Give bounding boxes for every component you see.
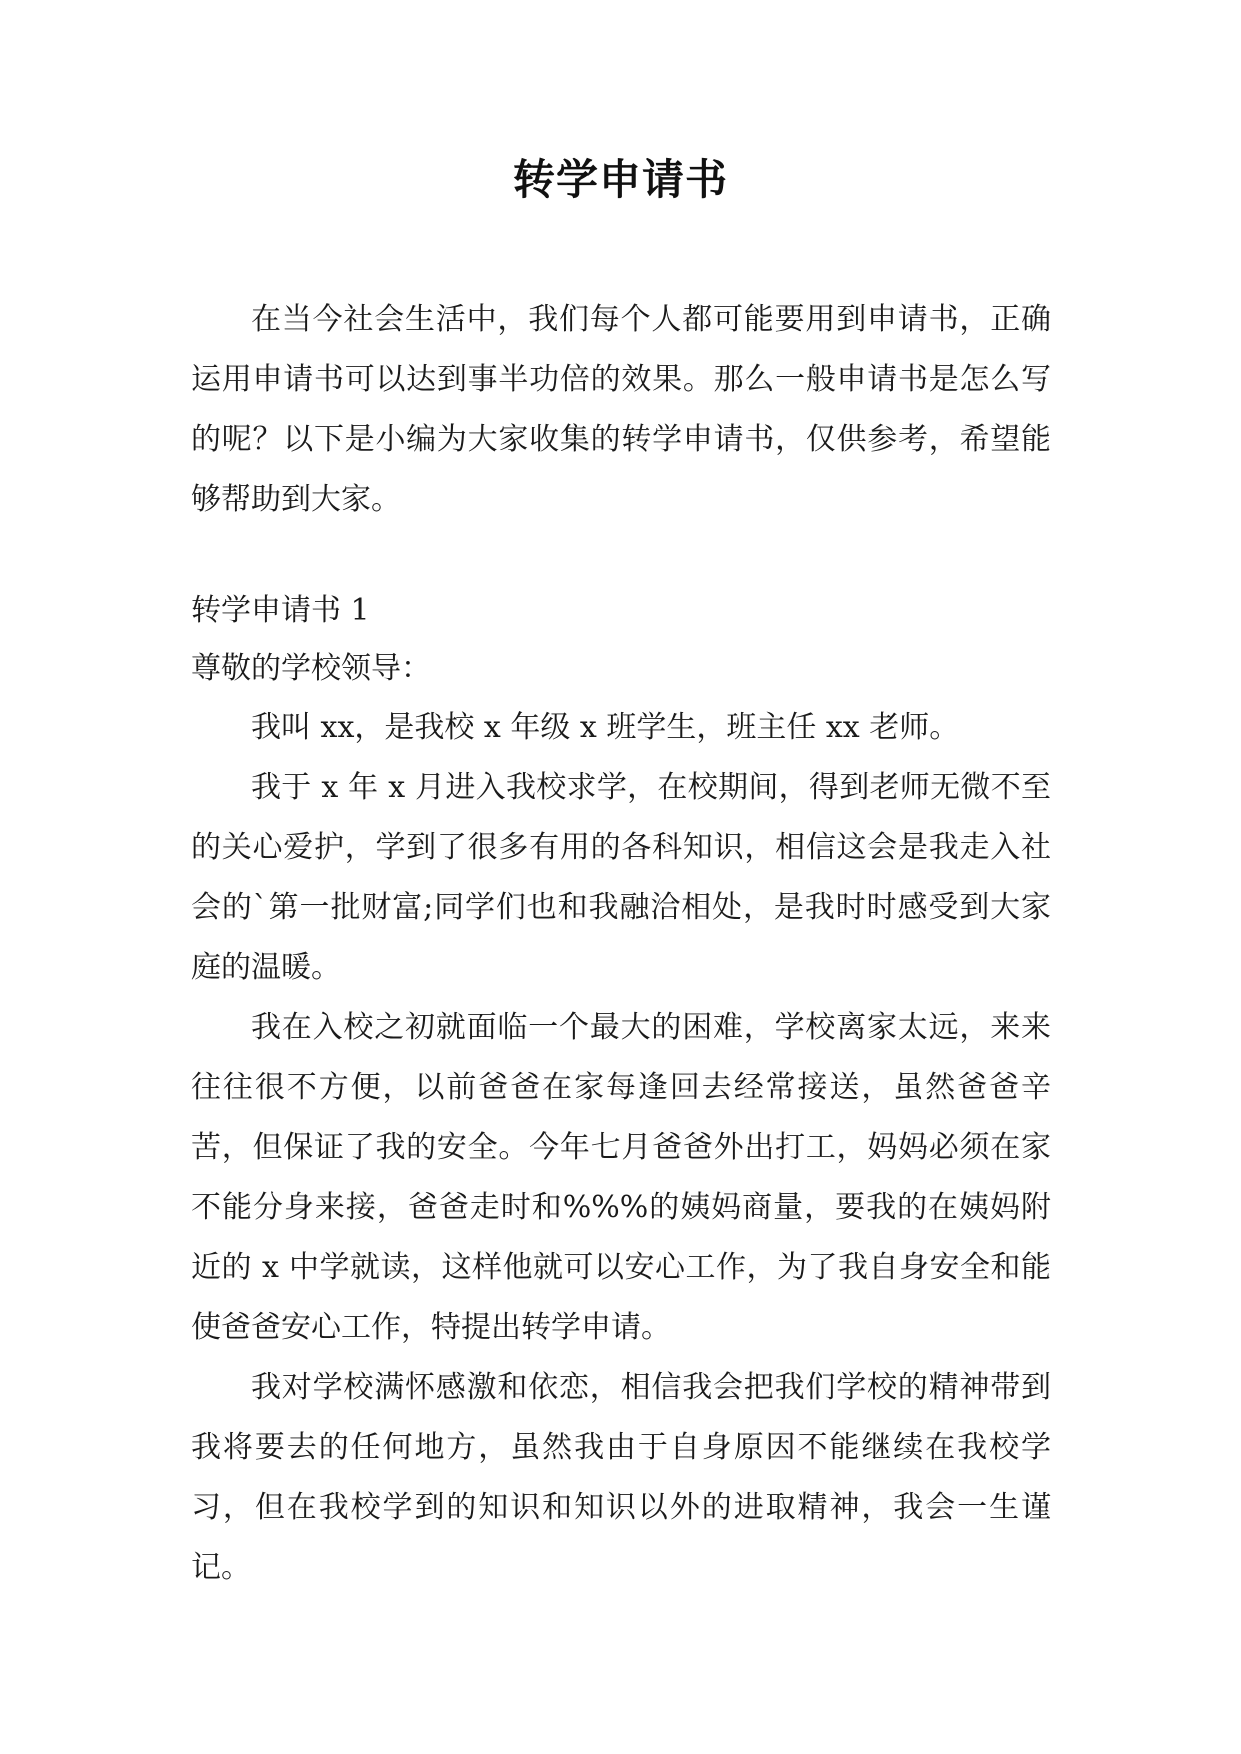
intro-paragraph: 在当今社会生活中，我们每个人都可能要用到申请书，正确运用申请书可以达到事半功倍的效果。那么一般申请书是怎么写的呢？以下是小编为大家收集的转学申请书，仅供参考，希望能够帮助到大家。 (191, 302, 1051, 517)
body-paragraph-2: 我于 x 年 x 月进入我校求学，在校期间，得到老师无微不至的关心爱护，学到了很多有用的各科知识，相信这会是我走入社会的`第一批财富;同学们也和我融洽相处，是我时时感受到大家庭的温暖。 (191, 770, 1051, 985)
document-body (191, 290, 1051, 1598)
salutation: 尊敬的学校领导： (191, 651, 431, 686)
document-title: 转学申请书 (512, 155, 728, 204)
section-heading: 转学申请书 1 (191, 593, 370, 628)
body-paragraph-1: 我叫 xx，是我校 x 年级 x 班学生，班主任 xx 老师。 (251, 710, 960, 745)
body-paragraph-3: 我在入校之初就面临一个最大的困难，学校离家太远，来来往往很不方便，以前爸爸在家每逢回去经常接送，虽然爸爸辛苦，但保证了我的安全。今年七月爸爸外出打工，妈妈必须在家不能分身来接，爸爸走时和%%%的姨妈商量，要我的在姨妈附近的 x 中学就读，这样他就可以安心工作，为了我自身安全和能使爸爸安心工作，特提出转学申请。 (191, 1010, 1051, 1345)
body-paragraph-4: 我对学校满怀感激和依恋，相信我会把我们学校的精神带到我将要去的任何地方，虽然我由于自身原因不能继续在我校学习，但在我校学到的知识和知识以外的进取精神，我会一生谨记。 (191, 1370, 1051, 1585)
